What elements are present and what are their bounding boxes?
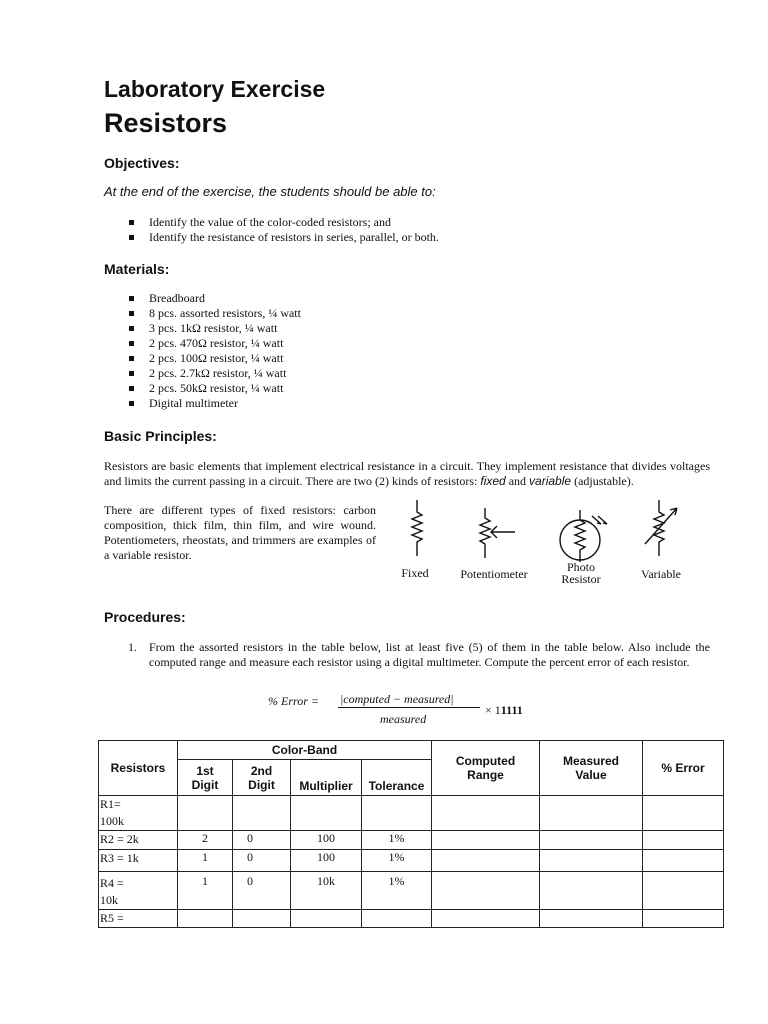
header-resistors: Resistors: [99, 741, 178, 796]
procedures-heading: Procedures:: [104, 609, 186, 625]
digit2-cell[interactable]: 0: [233, 872, 291, 910]
computed-cell[interactable]: [432, 910, 540, 928]
photo-resistor-label: Photo Resistor: [561, 560, 601, 586]
measured-cell[interactable]: [540, 831, 643, 850]
variable-term: variable: [529, 474, 572, 488]
percent-error-formula: [268, 692, 568, 732]
error-cell[interactable]: [643, 872, 724, 910]
tolerance-cell[interactable]: 1%: [362, 872, 432, 910]
potentiometer-label: Potentiometer: [460, 567, 528, 581]
formula-numerator: |computed − measured|: [340, 692, 454, 706]
header-2nd-digit: 2nd Digit: [233, 760, 291, 796]
multiplier-cell[interactable]: 100: [291, 831, 362, 850]
materials-list: [104, 291, 504, 411]
list-item: 2 pcs. 470Ω resistor, ¼ watt: [104, 336, 504, 351]
tolerance-cell[interactable]: [362, 796, 432, 831]
computed-cell[interactable]: [432, 831, 540, 850]
multiplier-cell[interactable]: [291, 796, 362, 831]
resistor-symbols: [395, 496, 725, 568]
list-item: Digital multimeter: [104, 396, 504, 411]
title-line1: Laboratory Exercise: [104, 76, 326, 102]
photo-resistor-icon: [560, 510, 607, 562]
tolerance-cell[interactable]: 1%: [362, 831, 432, 850]
list-item: 2 pcs. 2.7kΩ resistor, ¼ watt: [104, 366, 504, 381]
list-item: Identify the resistance of resistors in series, parallel, or both.: [104, 230, 664, 245]
resistor-name: R5 =: [99, 910, 178, 928]
error-cell[interactable]: [643, 910, 724, 928]
resistor-name: R2 = 2k: [99, 831, 178, 850]
materials-heading: Materials:: [104, 261, 170, 277]
computed-cell[interactable]: [432, 796, 540, 831]
list-item: 2 pcs. 50kΩ resistor, ¼ watt: [104, 381, 504, 396]
table-row: [99, 850, 724, 872]
fraction-bar: [338, 707, 480, 708]
resistor-table: [98, 740, 724, 928]
header-computed-range: Computed Range: [432, 741, 540, 796]
header-tolerance: Tolerance: [362, 760, 432, 796]
title-line2: Resistors: [104, 108, 228, 138]
list-item: Identify the value of the color-coded resistors; and: [104, 215, 664, 230]
header-color-band: Color-Band: [178, 741, 432, 760]
error-cell[interactable]: [643, 831, 724, 850]
error-cell[interactable]: [643, 796, 724, 831]
header-multiplier: Multiplier: [291, 760, 362, 796]
fixed-resistor-icon: [412, 500, 422, 556]
computed-cell[interactable]: [432, 872, 540, 910]
procedure-step-1: [128, 640, 710, 670]
digit1-cell[interactable]: [178, 796, 233, 831]
digit1-cell[interactable]: 1: [178, 850, 233, 872]
table-row: [99, 796, 724, 831]
fixed-label: Fixed: [401, 566, 429, 580]
potentiometer-icon: [480, 508, 515, 558]
tolerance-cell[interactable]: 1%: [362, 850, 432, 872]
list-item: Breadboard: [104, 291, 504, 306]
variable-resistor-icon: [645, 500, 677, 556]
objectives-heading: Objectives:: [104, 155, 180, 171]
header-percent-error: % Error: [643, 741, 724, 796]
list-item: 8 pcs. assorted resistors, ¼ watt: [104, 306, 504, 321]
digit2-cell[interactable]: 0: [233, 850, 291, 872]
fixed-term: fixed: [480, 474, 506, 488]
digit2-cell[interactable]: 0: [233, 831, 291, 850]
list-item: 3 pcs. 1kΩ resistor, ¼ watt: [104, 321, 504, 336]
digit2-cell[interactable]: [233, 910, 291, 928]
principles-paragraph: Resistors are basic elements that implement electrical resistance in a circuit. They implement resistance that divides voltages and limits the current passing in a circuit. There are two (2) kinds of resistors: fixed and variable (adjustable).: [104, 459, 710, 488]
digit1-cell[interactable]: 2: [178, 831, 233, 850]
measured-cell[interactable]: [540, 850, 643, 872]
variable-label: Variable: [641, 567, 681, 581]
measured-cell[interactable]: [540, 796, 643, 831]
objectives-intro: At the end of the exercise, the students should be able to:: [104, 184, 436, 199]
formula-denominator: measured: [380, 712, 427, 726]
fixed-types-paragraph: There are different types of fixed resistors: carbon composition, thick film, thin film, and wire wound. Potentiometers, rheostats, and trimmers are examples of a variable resistor.: [104, 503, 376, 562]
measured-cell[interactable]: [540, 872, 643, 910]
header-measured-value: Measured Value: [540, 741, 643, 796]
digit2-cell[interactable]: [233, 796, 291, 831]
multiplier-cell[interactable]: 10k: [291, 872, 362, 910]
resistor-name: R4 = 10k: [99, 872, 178, 910]
header-1st-digit: 1st Digit: [178, 760, 233, 796]
measured-cell[interactable]: [540, 910, 643, 928]
multiplier-cell[interactable]: [291, 910, 362, 928]
table-row: [99, 872, 724, 910]
list-item: 2 pcs. 100Ω resistor, ¼ watt: [104, 351, 504, 366]
table-row: [99, 910, 724, 928]
resistor-name: R1= 100k: [99, 796, 178, 831]
computed-cell[interactable]: [432, 850, 540, 872]
table-row: [99, 831, 724, 850]
resistor-name: R3 = 1k: [99, 850, 178, 872]
error-cell[interactable]: [643, 850, 724, 872]
tolerance-cell[interactable]: [362, 910, 432, 928]
formula-lhs: % Error =: [268, 694, 319, 708]
digit1-cell[interactable]: [178, 910, 233, 928]
multiplier-cell[interactable]: 100: [291, 850, 362, 872]
digit1-cell[interactable]: 1: [178, 872, 233, 910]
step-text: From the assorted resistors in the table below, list at least five (5) of them in the table below. Also include the computed range and measure each resistor using a digital multimeter. Compute the percent error of each resistor.: [149, 640, 710, 669]
formula-multiplier: × 11111: [485, 703, 523, 717]
principles-heading: Basic Principles:: [104, 428, 217, 444]
objectives-list: [104, 215, 664, 245]
step-number: 1.: [128, 640, 137, 654]
